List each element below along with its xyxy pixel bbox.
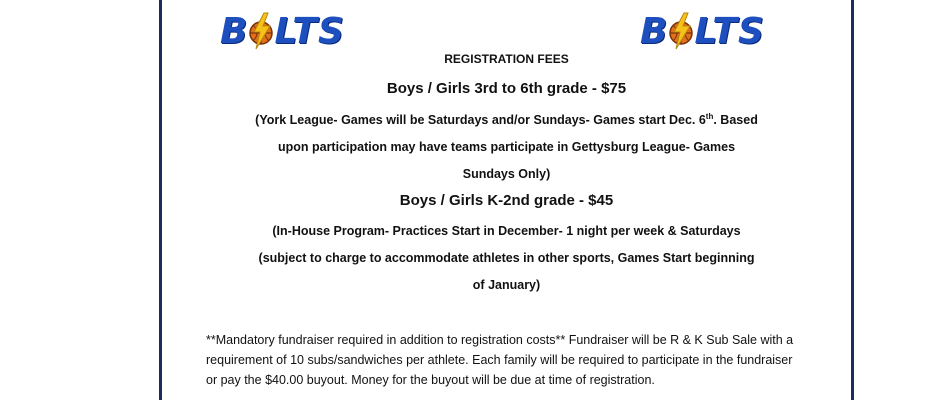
tier1-note-line2: upon participation may have teams participate in Gettysburg League- Games (277, 140, 736, 154)
tier1-note-line1-end: . Based (713, 113, 758, 128)
logo-letter-b: B (640, 10, 669, 52)
logo-letter-b: B (220, 10, 249, 52)
fundraiser-line1: **Mandatory fundraiser required in addition to registration costs** Fundraiser will be R & K Sub Sale with a (206, 333, 794, 347)
tier1-note-line1 (162, 112, 851, 127)
fundraiser-line2: requirement of 10 subs/sandwiches per athlete. Each family will be required to participate in the fundraiser (206, 353, 793, 367)
basketball-lightning-icon (246, 12, 276, 50)
basketball-lightning-icon (666, 12, 696, 50)
fundraiser-line3: or pay the $40.00 buyout. Money for the buyout will be due at time of registration. (206, 373, 655, 387)
tier1-price-title: Boys / Girls 3rd to 6th grade - $75 (386, 80, 627, 97)
tier1-note-line1-sup: th (705, 112, 714, 121)
tier2-note-line2: (subject to charge to accommodate athletes in other sports, Games Start beginning (258, 251, 755, 265)
tier2-note-line1: (In-House Program- Practices Start in December- 1 night per week & Saturdays (272, 224, 741, 238)
registration-fees-heading: REGISTRATION FEES (444, 52, 569, 66)
tier1-note-line3: Sundays Only) (462, 167, 551, 181)
tier1-note-line1-text: (York League- Games will be Saturdays and/or Sundays- Games start Dec. 6 (255, 113, 706, 128)
tier2-note-line3: of January) (472, 278, 541, 292)
bolts-logo-left (220, 6, 345, 56)
logo-letters-lts: LTS (274, 10, 345, 52)
tier2-price-title: Boys / Girls K-2nd grade - $45 (399, 192, 614, 209)
page-border-right (851, 0, 854, 400)
bolts-logo-right (640, 6, 765, 56)
fundraiser-notice (206, 330, 851, 390)
logo-letters-lts: LTS (694, 10, 765, 52)
